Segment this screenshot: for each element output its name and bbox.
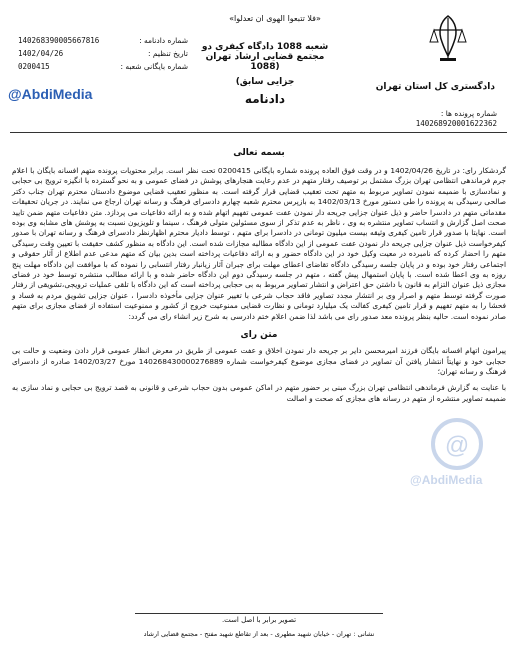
verdict-number-label: شماره دادنامه :	[139, 36, 188, 45]
archive-number: 0200415	[18, 62, 50, 71]
case-number: 140268920001622362	[415, 119, 497, 128]
court-title-block	[190, 42, 340, 106]
court-address: نشانی : تهران - خیابان شهید مطهری - بعد از تقاطع شهید مفتح - مجتمع قضایی ارشاد	[143, 630, 375, 638]
header-divider	[10, 132, 507, 133]
judiciary-emblem-icon	[426, 12, 470, 64]
date-label: تاریخ تنظیم :	[148, 49, 188, 58]
archive-label: شماره بایگانی شعبه :	[120, 62, 188, 71]
bismillah: بسمه تعالی	[233, 148, 285, 158]
watermark-logo	[412, 415, 502, 495]
document-body	[12, 148, 506, 404]
case-number-label: شماره پرونده ها :	[440, 109, 497, 118]
proceedings-paragraph: گردشکار رای: در تاریخ 1402/04/26 و در وقت فوق العاده پرونده شماره بایگانی 0200415 تحت نظر است. برابر محتویات پرونده متهم افسانه بایگان با اعلام جرم فرماندهی انتظامی تهران بزرگ مشتمل بر توصیف رفتار متهم در عدم رعایت هنجارهای پوشش در فضای عمومی و به نحو گسترده با انگیزه ترویج بی حجابی و نمادسازی با ضمیمه نمودن تصاویر مربوط به متهم تحت تعقیب قضایی قرار گرفته است. به منظور تعقیب قضایی موضوع دادستان محترم تهران جناب دکتر صالحی رسیدگی به پرونده را طی دستور مورخ 1402/03/13 به بازپرس محترم شعبه چهارم دادسرای فرهنگ و رسانه تهران ارجاع می نمایند. در جریان تحقیقات مقدماتی متهم در دادسرا حاضر و ذیل عنوان جزایی جریحه دار نمودن عفت عمومی تفهیم اتهام شده و به ارائه دفاعیات می پردازد. متن دفاعیات متهم ضمن تایید صحت اصل گزارش و انتساب تصاویر منتشره به وی ، ناظر به عدم تذکر از سوی مسئولین متولی فرهنگ ، سینما و تلویزیون نسبت به پوشش های مشابه وی بوده است. نهایتا با صدور قرار تامین کیفری وثیقه بیست میلیون تومانی در دادسرا برای متهم ، توسط دادیار محترم اظهارنظر دادسرای فرهنگ و رسانه تهران با صدور کیفرخواست ذیل عنوان جزایی جریحه دار نمودن عفت عمومی از این دادگاه مطالبه مجازات شده است. این دادگاه به منظور کشف حقیقت با تعیین وقت رسیدگی متهم را احضار کرده که نامبرده در معیت وکیل خود در این دادگاه حضور و به ارائه دفاعیات پرداخته است بدین بیان که متهم مدعی عدم اطلاع از آثار حقوقی و اجتماعی رفتار خود بوده و در پایان جلسه رسیدگی دادگاه تقاضای اعطای مهلت برای جبران آثار زیانبار رفتار انتسابی را نموده که با موافقت این دادگاه مهلت پنج روزه به وی اعطا شده است. با پایان استمهال پیش گفته ، متهم در جلسه رسیدگی دوم این دادگاه حاضر شده و با ارائه مطالب منتشره توسط خود در فضای مجازی ذیل عنوان التزام به قانون با داشتن حق اعتراض و انتشار تصاویر مربوط به بی حجابی پرداخته است که این دادگاه با تلقی عملیات ترویجی،تشویقی از رفتار صورت گرفته توسط متهم و اصرار وی بر انتشار مجدد تصاویر فاقد حجاب شرعی با تغییر عنوان جزایی مأخوذه دادسرا ، عنوان جزایی تشویق مردم به فساد و فحشا را به متهم تفهیم و قرار تامین کیفری کفالت یک میلیارد تومانی و نظارت قضایی ممنوعیت خروج از کشور و ممنوعیت استفاده از فضای مجازی برای متهم صادر نموده است. حالیه بنظر پرونده معد صدور رای می باشد لذا ضمن اعلام ختم دادرسی به شرح زیر انشاء رای می گردد:	[12, 166, 506, 321]
watermark-text: @AbdiMedia	[8, 86, 93, 102]
verdict-section-title: متن رای	[240, 330, 278, 341]
verdict-number: 140268390005667816	[18, 36, 100, 45]
verdict-paragraph-continued: با عنایت به گزارش فرماندهی انتظامی تهران بزرگ مبنی بر حضور متهم در اماکن عمومی بدون حجاب شرعی و قانونی به قصد ترویج بی حجابی و نماد سازی به ضمیمه تصاویر منتشره از متهم در رسانه های مجازی که صحت و اصالت	[12, 383, 506, 403]
document-meta	[18, 36, 188, 75]
quran-verse: «فلا تتبعوا الهوی ان تعدلوا»	[229, 14, 321, 23]
svg-text:@: @	[444, 432, 470, 459]
court-name-suffix: جزایی سابق)	[235, 77, 295, 87]
true-copy-note: تصویر برابر با اصل است.	[221, 616, 297, 624]
verdict-number-row	[18, 36, 188, 45]
court-name: شعبه 1088 دادگاه کیفری دو مجتمع قضایی ارشاد تهران (1088	[201, 42, 329, 72]
archive-row	[18, 62, 188, 71]
document-header	[0, 0, 517, 128]
date-row	[18, 49, 188, 58]
date-value: 1402/04/26	[18, 49, 64, 58]
judiciary-title: دادگستری کل استان تهران	[375, 82, 495, 92]
footer-divider	[135, 613, 383, 614]
verdict-title: دادنامه	[244, 92, 286, 106]
watermark-logo-text: @AbdiMedia	[410, 473, 483, 487]
verdict-paragraph: پیرامون اتهام افسانه بایگان فرزند امیرمحسن دایر بر جریحه دار نمودن اخلاق و عفت عمومی از طریق در معرض انظار عمومی قرار دادن وضعیت و حالت بی حجابی خود و نهایتاً انتشار یافتن آن تصاویر در فضای مجازی موضوع کیفرخواست شماره 140268430000276889 مورخ 1402/03/27 صادره از دادسرای فرهنگ و رسانه تهران؛	[12, 346, 506, 376]
